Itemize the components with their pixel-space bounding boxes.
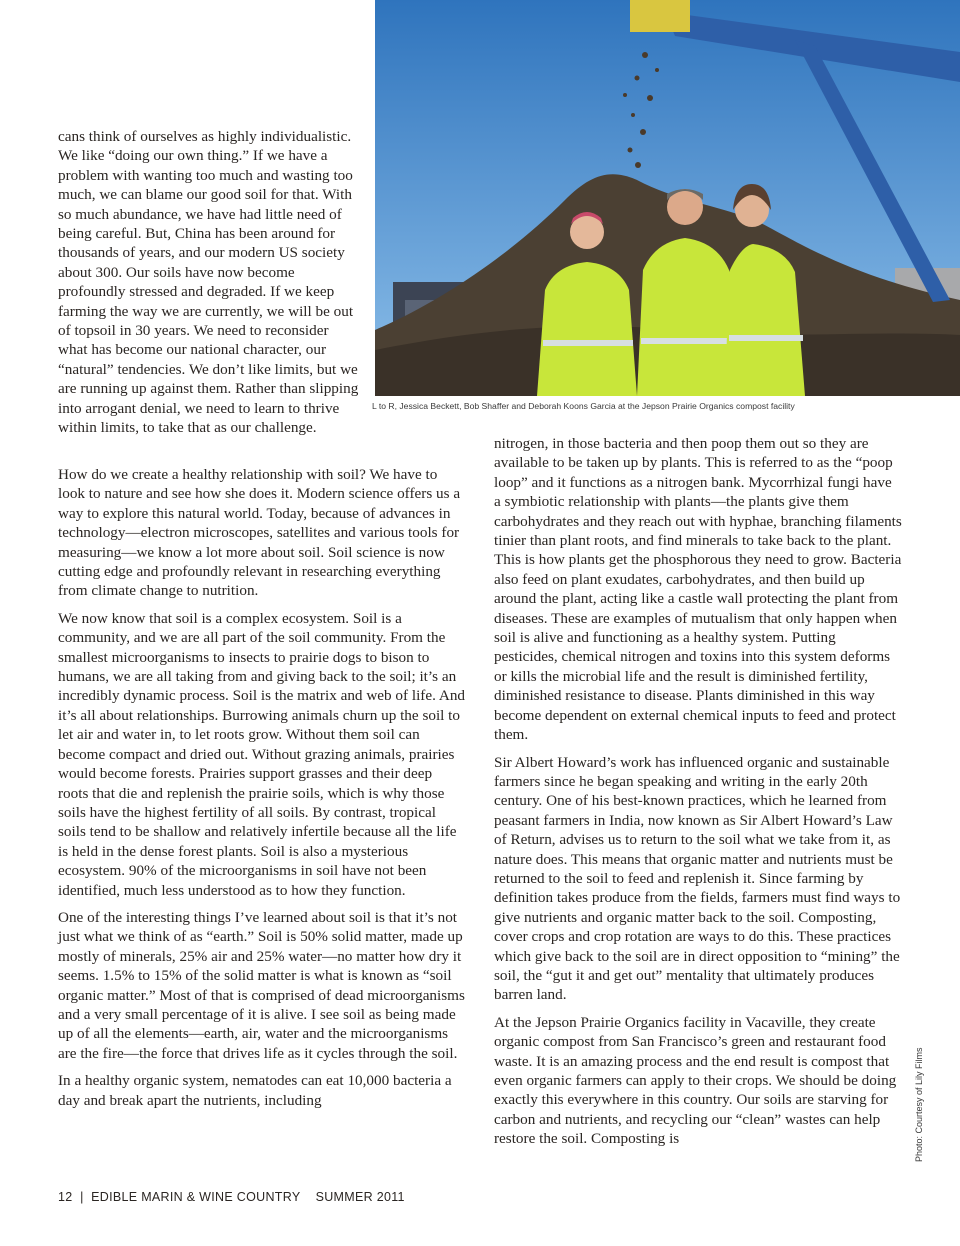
- publication-name: EDIBLE MARIN & WINE COUNTRY: [91, 1190, 301, 1204]
- paragraph: nitrogen, in those bacteria and then poop them out so they are available to be taken up by plants. This is referred to as the “poop loop” and it functions as a nitrogen bank. Mycorrhizal fungi have a symbiotic relationship with plants—the plants give them carbohydrates and they reach out with hyphae, branching filaments tinier than plant roots, and find minerals to take back to the plant. This is how plants get the phosphorous they need to grow. Bacteria also feed on plant exudates, carbohydrates, and then build up around the plant, acting like a castle wall protecting the plant from diseases. These are examples of mutualism that only happen when soil is alive and functioning as a healthy system. Putting pesticides, chemical nitrogen and toxins into this system deforms or kills the microbial life and the result is diminished fertility, diminished resistance to disease. Plants diminished in this way become dependent on external chemical inputs to feed and protect them.: [494, 435, 902, 744]
- paragraph: Sir Albert Howard’s work has influenced organic and sustainable farmers since he began speaking and writing in the early 20th century. One of his best-known practices, which he learned from peasant farmers in India, now known as Sir Albert Howard’s Law of Return, advises us to return to the soil what we take from it, as nature does. This means that organic matter and nutrients must be returned to the soil to feed and replenish it. Since farming by definition takes produce from the fields, farmers must find ways to give nutrients and organic matter back to the soil. Composting, cover crops and crop rotation are ways to do this. These practices which give back to the soil are in direct opposition to “mining” the soil, the “gut it and get out” mentality that ultimately produces barren land.: [494, 753, 901, 1004]
- article-column-left: [58, 465, 466, 1118]
- photo-illustration: [375, 0, 960, 396]
- footer-separator: |: [80, 1190, 84, 1204]
- paragraph: One of the interesting things I’ve learned about soil is that it’s not just what we think of as “earth.” Soil is 50% solid matter, made up mostly of minerals, 25% air and 25% water—no matter how dry it seems. 1.5% to 15% of the solid matter is what is known as “soil organic matter.” Most of that is comprised of dead microorganisms and a very small percentage of it is alive. I see soil as being made up of all the elements—earth, air, water and the microorganisms are the fire—the force that drives life as it cycles through the soil.: [58, 908, 465, 1062]
- page-number: 12: [58, 1190, 73, 1204]
- paragraph: cans think of ourselves as highly individualistic. We like “doing our own thing.” If we have a problem with wanting too much and wasting too much, we can blame our good soil for that. With so much abundance, we have had little need of being careful. But, China has been around for thousands of years, and our modern US society about 300. Our soils have now become profoundly stressed and degraded. If we keep farming the way we are currently, we will be out of topsoil in 30 years. We need to reconsider what has become our national character, our “natural” tendencies. We don’t like limits, but we are running up against them. Rather than slipping into arrogant denial, we need to learn to thrive within limits, to take that as our challenge.: [58, 128, 359, 437]
- paragraph: At the Jepson Prairie Organics facility in Vacaville, they create organic compost from San Francisco’s green and restaurant food waste. It is an amazing process and the end result is compost that even organic farmers can apply to their crops. We should be doing exactly this everywhere in this country. Our soils are starving for carbon and nutrients, and recycling our “clean” wastes can help restore the soil. Composting is: [494, 1013, 897, 1148]
- article-column-top: [58, 127, 360, 446]
- issue-name: SUMMER 2011: [315, 1190, 405, 1204]
- compost-facility-photo: [375, 0, 960, 396]
- paragraph: We now know that soil is a complex ecosystem. Soil is a community, and we are all part of the soil community. From the smallest microorganisms to insects to prairie dogs to bison to humans, we are all taking from and giving back to the soil; it’s an incredibly dynamic process. Soil is the matrix and web of life. And it’s all about relationships. Burrowing animals churn up the soil to let air and water in, to let roots grow. Without them soil can become compact and dried out. Without grazing animals, prairies would become forests. Prairies support grasses and their deep roots that die and replenish the prairie soils, which is why those soils have the highest fertility of all soils. By contrast, tropical soils tend to be shallow and relatively infertile because all the life is held in the dense forest plants. Soil is also a mysterious ecosystem. 90% of the microorganisms in soil have not been identified, much less understood as to how they function.: [58, 609, 466, 899]
- article-column-right: [494, 434, 902, 1157]
- paragraph: In a healthy organic system, nematodes can eat 10,000 bacteria a day and break apart the nutrients, including: [58, 1072, 452, 1109]
- photo-caption: L to R, Jessica Beckett, Bob Shaffer and Deborah Koons Garcia at the Jepson Prairie Organics compost facility: [372, 401, 795, 411]
- page-footer: [58, 1190, 405, 1204]
- photo-credit: Photo: Courtesy of Lily Films: [914, 1047, 924, 1162]
- paragraph: How do we create a healthy relationship with soil? We have to look to nature and see how she does it. Modern science offers us a way to explore this natural world. Today, because of advances in technology—electron microscopes, satellites and various tools for measuring—we know a lot more about soil. Soil science is now cutting edge and profoundly relevant in researching everything from climate change to nutrition.: [58, 466, 461, 600]
